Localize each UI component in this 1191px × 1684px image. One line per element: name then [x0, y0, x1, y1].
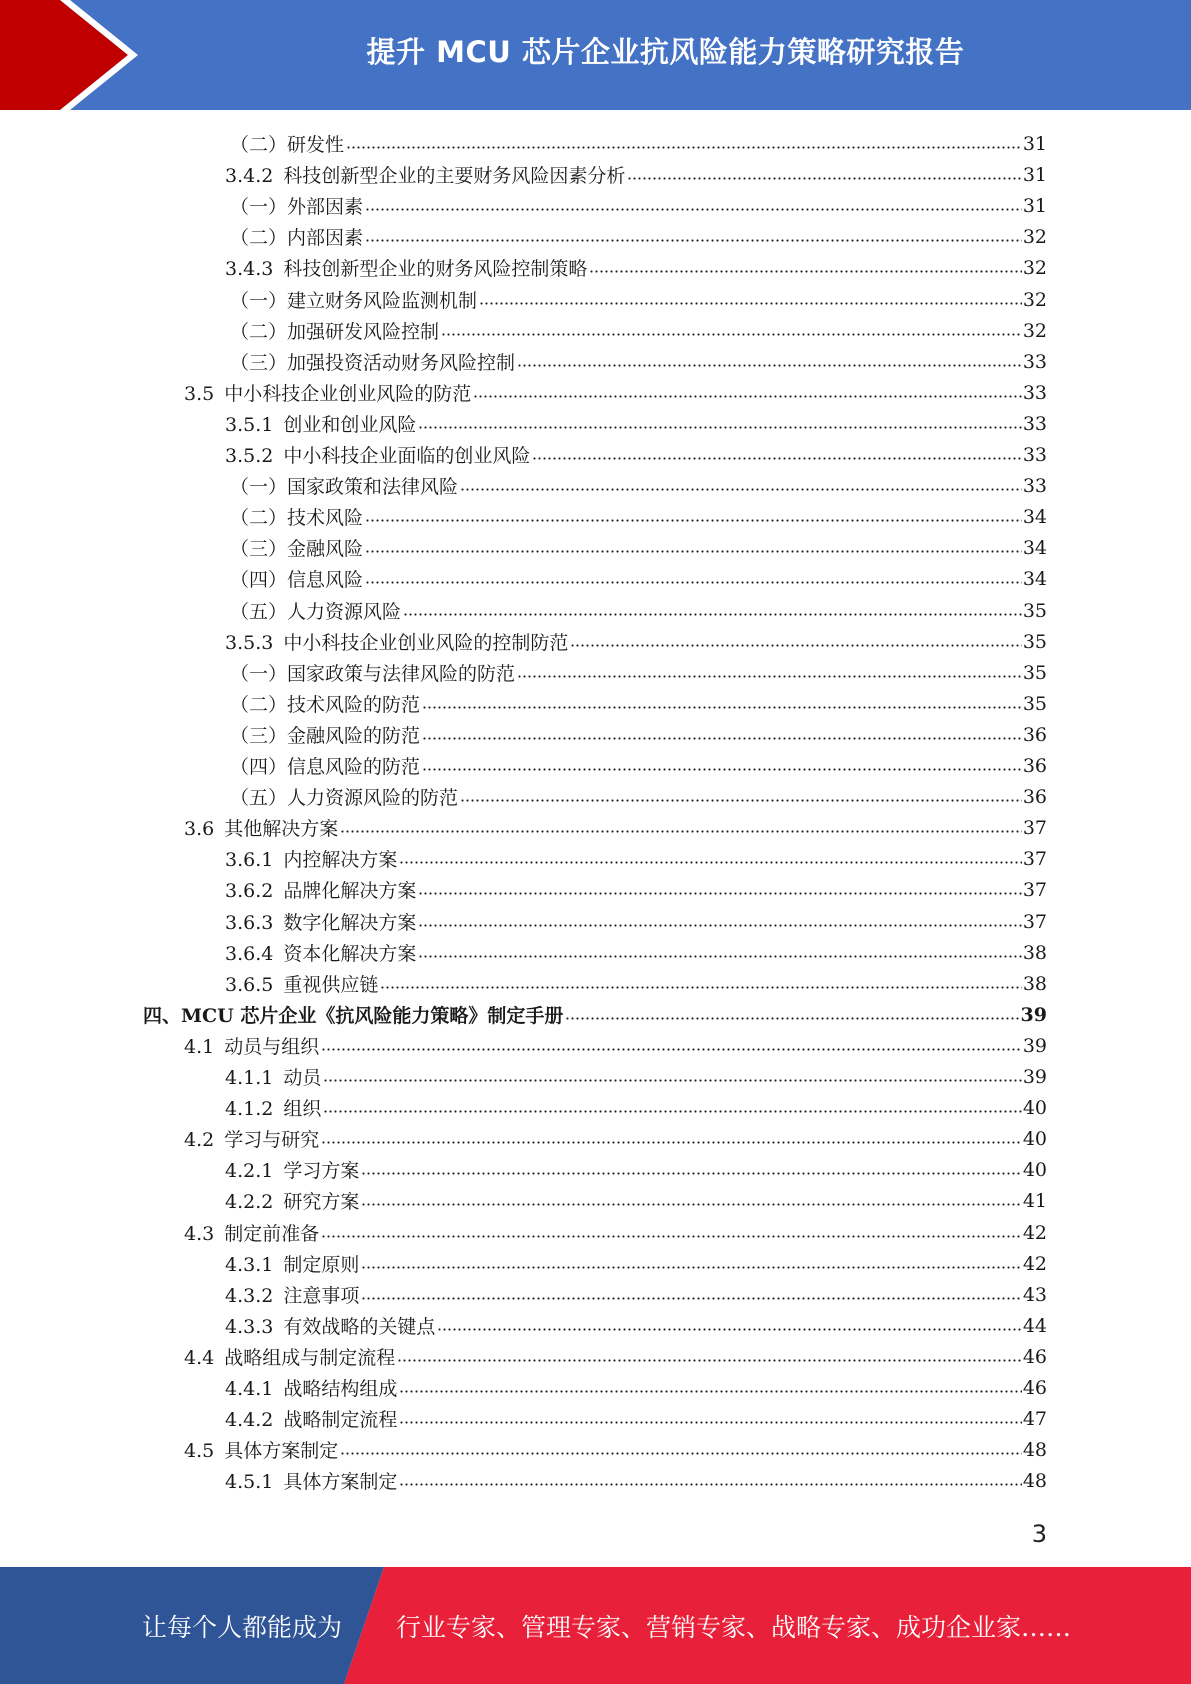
toc-dot-leader — [517, 364, 1022, 367]
toc-dot-leader — [418, 955, 1021, 958]
toc-entry[interactable] — [225, 1465, 1047, 1496]
toc-entry[interactable] — [225, 1185, 1047, 1216]
toc-entry-text: 其他解决方案 — [224, 818, 339, 840]
toc-dot-leader — [321, 1141, 1022, 1144]
toc-entry-label — [230, 752, 420, 779]
toc-entry-text: 内控解决方案 — [283, 849, 398, 871]
toc-dot-leader — [441, 333, 1022, 336]
toc-dot-leader — [422, 768, 1022, 771]
toc-entry-label — [225, 441, 530, 468]
toc-dot-leader — [399, 1390, 1021, 1393]
toc-entry-label — [225, 876, 416, 903]
toc-entry[interactable] — [230, 346, 1047, 377]
toc-entry-number: 4.3.3 — [225, 1316, 274, 1338]
toc-dot-leader — [365, 208, 1022, 211]
toc-entry[interactable] — [230, 284, 1047, 315]
toc-entry-page: 40 — [1022, 1096, 1047, 1119]
toc-entry-number: 3.5.2 — [225, 445, 274, 467]
toc-entry-label — [225, 1281, 359, 1308]
toc-dot-leader — [321, 1048, 1022, 1051]
toc-entry-text: 动员与组织 — [224, 1036, 320, 1058]
toc-entry-page: 33 — [1022, 443, 1047, 466]
toc-entry-page: 37 — [1022, 878, 1047, 901]
toc-entry-label — [184, 1219, 319, 1246]
toc-entry-number: 4.3 — [184, 1223, 215, 1245]
toc-dot-leader — [340, 1452, 1022, 1455]
toc-entry[interactable] — [230, 750, 1047, 781]
toc-entry[interactable] — [225, 937, 1047, 968]
toc-entry-page: 34 — [1022, 536, 1047, 559]
toc-entry[interactable] — [225, 906, 1047, 937]
toc-entry-page: 36 — [1022, 723, 1047, 746]
toc-entry-label — [225, 1405, 397, 1432]
toc-entry[interactable] — [225, 843, 1047, 874]
toc-entry-text: 创业和创业风险 — [283, 414, 417, 436]
toc-entry-label — [230, 317, 439, 344]
toc-entry-page: 34 — [1022, 567, 1047, 590]
toc-entry[interactable] — [225, 1279, 1047, 1310]
toc-entry-text: （五）人力资源风险的防范 — [230, 787, 459, 809]
toc-dot-leader — [399, 861, 1021, 864]
toc-entry[interactable] — [184, 377, 1047, 408]
toc-entry-text: （一）国家政策与法律风险的防范 — [230, 663, 516, 685]
toc-dot-leader — [422, 706, 1022, 709]
toc-entry[interactable] — [184, 1434, 1047, 1465]
toc-entry-page: 37 — [1022, 816, 1047, 839]
toc-dot-leader — [570, 644, 1021, 647]
header-chevron-graphic — [0, 0, 160, 110]
toc-dot-leader — [437, 1328, 1021, 1331]
toc-entry-text: （一）建立财务风险监测机制 — [230, 290, 478, 312]
toc-entry-label — [225, 254, 587, 281]
toc-dot-leader — [365, 239, 1022, 242]
toc-entry-label — [230, 223, 363, 250]
toc-entry[interactable] — [225, 1154, 1047, 1185]
toc-entry-number: 3.4.3 — [225, 258, 274, 280]
toc-entry[interactable] — [230, 563, 1047, 594]
toc-entry-text: 战略结构组成 — [283, 1378, 398, 1400]
toc-entry-label — [225, 1063, 321, 1090]
toc-dot-leader — [627, 177, 1021, 180]
toc-entry-label — [225, 410, 416, 437]
toc-entry-number: 3.4.2 — [225, 165, 274, 187]
toc-entry-text: 战略制定流程 — [283, 1409, 398, 1431]
toc-entry[interactable] — [230, 470, 1047, 501]
toc-entry-number: 4.1.1 — [225, 1067, 274, 1089]
toc-entry-text: （三）金融风险 — [230, 538, 364, 560]
toc-entry-label — [225, 1250, 359, 1277]
toc-entry-label — [230, 348, 515, 375]
toc-dot-leader — [346, 146, 1022, 149]
toc-entry-page: 31 — [1022, 194, 1047, 217]
toc-entry-page: 42 — [1022, 1252, 1047, 1275]
toc-entry[interactable] — [225, 439, 1047, 470]
toc-entry-label — [225, 161, 625, 188]
toc-entry-label — [225, 1374, 397, 1401]
toc-entry[interactable] — [225, 1248, 1047, 1279]
toc-entry-number: 3.5 — [184, 383, 215, 405]
toc-entry-label — [184, 1436, 338, 1463]
toc-entry[interactable] — [184, 1030, 1047, 1061]
toc-entry[interactable] — [225, 874, 1047, 905]
toc-entry-label — [225, 1094, 321, 1121]
toc-dot-leader — [473, 395, 1022, 398]
toc-entry-label — [225, 1312, 435, 1339]
toc-entry-page: 33 — [1022, 350, 1047, 373]
toc-entry-text: 有效战略的关键点 — [283, 1316, 436, 1338]
toc-entry-page: 35 — [1022, 630, 1047, 653]
toc-entry[interactable] — [230, 501, 1047, 532]
toc-entry-label — [230, 192, 363, 219]
toc-entry-page: 37 — [1022, 910, 1047, 933]
toc-entry-number: 3.6.4 — [225, 943, 274, 965]
toc-dot-leader — [532, 457, 1021, 460]
toc-entry[interactable] — [225, 1403, 1047, 1434]
toc-entry[interactable] — [230, 221, 1047, 252]
toc-entry-label — [184, 1125, 319, 1152]
toc-entry-text: 数字化解决方案 — [283, 912, 417, 934]
toc-entry-text: （二）内部因素 — [230, 227, 364, 249]
toc-entry-text: 品牌化解决方案 — [283, 880, 417, 902]
footer-slogan-left: 让每个人都能成为 — [142, 1612, 343, 1642]
toc-entry[interactable] — [230, 781, 1047, 812]
toc-entry-page: 46 — [1022, 1345, 1047, 1368]
toc-entry-text: （一）外部因素 — [230, 196, 364, 218]
toc-entry[interactable] — [225, 159, 1047, 190]
toc-dot-leader — [517, 675, 1022, 678]
toc-entry[interactable] — [225, 1372, 1047, 1403]
toc-entry[interactable] — [225, 968, 1047, 999]
toc-entry-text: 学习方案 — [283, 1160, 360, 1182]
toc-entry-page: 43 — [1022, 1283, 1047, 1306]
toc-entry-number: 4.5.1 — [225, 1471, 274, 1493]
toc-entry-number: 4.3.1 — [225, 1254, 274, 1276]
toc-entry-label — [184, 379, 471, 406]
toc-entry[interactable] — [225, 1310, 1047, 1341]
toc-entry-text: 中小科技企业面临的创业风险 — [283, 445, 531, 467]
toc-dot-leader — [418, 924, 1021, 927]
toc-entry-page: 40 — [1022, 1127, 1047, 1150]
toc-entry[interactable] — [184, 1341, 1047, 1372]
toc-dot-leader — [361, 1266, 1021, 1269]
toc-entry-page: 41 — [1022, 1189, 1047, 1212]
toc-entry-label — [225, 628, 568, 655]
toc-entry-label — [230, 659, 515, 686]
toc-entry[interactable] — [230, 190, 1047, 221]
toc-dot-leader — [418, 426, 1021, 429]
toc-entry-text: 学习与研究 — [224, 1129, 320, 1151]
toc-entry-text: 具体方案制定 — [283, 1471, 398, 1493]
toc-dot-leader — [361, 1203, 1021, 1206]
toc-entry[interactable] — [225, 1061, 1047, 1092]
page-footer — [0, 1567, 1191, 1684]
toc-entry-page: 35 — [1022, 599, 1047, 622]
toc-entry-text: （一）国家政策和法律风险 — [230, 476, 459, 498]
page-number: 3 — [1031, 1520, 1047, 1548]
toc-entry-page: 38 — [1022, 972, 1047, 995]
toc-entry-number: 4.1 — [184, 1036, 215, 1058]
toc-dot-leader — [340, 830, 1022, 833]
toc-entry-number: 3.6.1 — [225, 849, 274, 871]
toc-entry-number: 4.1.2 — [225, 1098, 274, 1120]
toc-entry-page: 47 — [1022, 1407, 1047, 1430]
toc-entry-page: 32 — [1022, 225, 1047, 248]
toc-entry-number: 4.2.2 — [225, 1191, 274, 1213]
toc-entry[interactable] — [225, 1092, 1047, 1123]
toc-entry-label — [143, 1001, 563, 1028]
toc-entry-label — [225, 845, 397, 872]
toc-entry-text: 制定前准备 — [224, 1223, 320, 1245]
toc-entry-label — [230, 783, 458, 810]
toc-entry-label — [225, 908, 416, 935]
toc-entry-number: 3.6.2 — [225, 880, 274, 902]
toc-dot-leader — [589, 270, 1021, 273]
toc-entry-page: 35 — [1022, 661, 1047, 684]
toc-entry-text: （二）加强研发风险控制 — [230, 321, 440, 343]
page-header — [0, 0, 1191, 110]
toc-entry-page: 34 — [1022, 505, 1047, 528]
toc-entry-text: 四、MCU 芯片企业《抗风险能力策略》制定手册 — [143, 1005, 564, 1027]
toc-entry-text: （四）信息风险 — [230, 569, 364, 591]
toc-entry-label — [225, 939, 416, 966]
toc-entry-number: 3.6.3 — [225, 912, 274, 934]
toc-entry-page: 39 — [1022, 1034, 1047, 1057]
toc-entry-text: （三）金融风险的防范 — [230, 725, 421, 747]
toc-entry-label — [230, 130, 344, 157]
toc-entry-number: 4.4.1 — [225, 1378, 274, 1400]
toc-entry-text: 组织 — [283, 1098, 322, 1120]
toc-entry-text: （四）信息风险的防范 — [230, 756, 421, 778]
toc-entry-page: 37 — [1022, 847, 1047, 870]
toc-entry-number: 4.2.1 — [225, 1160, 274, 1182]
toc-entry-text: （二）技术风险 — [230, 507, 364, 529]
toc-entry-page: 32 — [1022, 288, 1047, 311]
toc-entry[interactable] — [184, 1217, 1047, 1248]
toc-entry-label — [225, 1156, 359, 1183]
toc-entry-number: 4.2 — [184, 1129, 215, 1151]
toc-entry[interactable] — [230, 532, 1047, 563]
toc-dot-leader — [365, 519, 1022, 522]
toc-entry-page: 48 — [1022, 1469, 1047, 1492]
toc-entry-page: 46 — [1022, 1376, 1047, 1399]
toc-entry-label — [230, 286, 477, 313]
toc-entry-page: 42 — [1022, 1221, 1047, 1244]
toc-entry-page: 32 — [1022, 256, 1047, 279]
toc-entry-label — [225, 970, 378, 997]
toc-entry-page: 38 — [1022, 941, 1047, 964]
toc-dot-leader — [479, 302, 1022, 305]
toc-entry-page: 31 — [1022, 163, 1047, 186]
toc-entry-text: 注意事项 — [283, 1285, 360, 1307]
toc-entry[interactable] — [230, 657, 1047, 688]
toc-entry[interactable] — [230, 315, 1047, 346]
toc-entry-text: 科技创新型企业的主要财务风险因素分析 — [283, 165, 626, 187]
toc-entry-label — [184, 1032, 319, 1059]
toc-entry-page: 39 — [1020, 1003, 1047, 1026]
toc-entry[interactable] — [230, 128, 1047, 159]
toc-dot-leader — [565, 1017, 1019, 1020]
toc-entry[interactable] — [143, 999, 1047, 1030]
toc-entry-page: 44 — [1022, 1314, 1047, 1337]
toc-entry-label — [230, 721, 420, 748]
toc-entry-number: 3.6.5 — [225, 974, 274, 996]
toc-dot-leader — [365, 550, 1022, 553]
toc-entry-label — [184, 814, 338, 841]
toc-entry-text: 科技创新型企业的财务风险控制策略 — [283, 258, 588, 280]
toc-entry-text: 研究方案 — [283, 1191, 360, 1213]
toc-entry-page: 33 — [1022, 412, 1047, 435]
toc-entry-number: 4.5 — [184, 1440, 215, 1462]
toc-entry-label — [225, 1187, 359, 1214]
toc-dot-leader — [403, 613, 1022, 616]
toc-entry-page: 36 — [1022, 785, 1047, 808]
toc-entry-page: 36 — [1022, 754, 1047, 777]
toc-entry-label — [225, 1467, 397, 1494]
toc-entry-text: 具体方案制定 — [224, 1440, 339, 1462]
toc-entry-page: 33 — [1022, 474, 1047, 497]
toc-entry-label — [230, 690, 420, 717]
toc-entry-text: 制定原则 — [283, 1254, 360, 1276]
toc-entry[interactable] — [184, 1123, 1047, 1154]
toc-entry-number: 3.5.3 — [225, 632, 274, 654]
toc-entry-number: 3.5.1 — [225, 414, 274, 436]
toc-entry-label — [230, 534, 363, 561]
toc-entry-number: 4.4 — [184, 1347, 215, 1369]
toc-dot-leader — [365, 581, 1022, 584]
toc-entry-page: 48 — [1022, 1438, 1047, 1461]
toc-dot-leader — [422, 737, 1022, 740]
toc-entry-text: （三）加强投资活动财务风险控制 — [230, 352, 516, 374]
toc-entry-text: 中小科技企业创业风险的控制防范 — [283, 632, 569, 654]
toc-dot-leader — [460, 488, 1022, 491]
toc-entry-label — [230, 597, 401, 624]
toc-entry-text: 战略组成与制定流程 — [224, 1347, 396, 1369]
toc-entry[interactable] — [230, 719, 1047, 750]
toc-dot-leader — [323, 1110, 1021, 1113]
toc-entry-page: 35 — [1022, 692, 1047, 715]
toc-entry-page: 33 — [1022, 381, 1047, 404]
toc-entry-page: 39 — [1022, 1065, 1047, 1088]
toc-dot-leader — [361, 1297, 1021, 1300]
toc-entry-text: （二）研发性 — [230, 134, 345, 156]
footer-slogan-right: 行业专家、管理专家、营销专家、战略专家、成功企业家…… — [396, 1612, 1072, 1642]
toc-dot-leader — [460, 799, 1022, 802]
toc-dot-leader — [361, 1172, 1021, 1175]
toc-dot-leader — [321, 1235, 1022, 1238]
toc-entry-number: 4.3.2 — [225, 1285, 274, 1307]
toc-entry-text: 重视供应链 — [283, 974, 379, 996]
toc-dot-leader — [399, 1483, 1021, 1486]
toc-entry-page: 31 — [1022, 132, 1047, 155]
toc-entry[interactable] — [184, 812, 1047, 843]
toc-entry-text: 资本化解决方案 — [283, 943, 417, 965]
toc-entry-number: 4.4.2 — [225, 1409, 274, 1431]
toc-entry[interactable] — [230, 595, 1047, 626]
toc-dot-leader — [323, 1079, 1021, 1082]
toc-entry-text: 动员 — [283, 1067, 322, 1089]
toc-entry-number: 3.6 — [184, 818, 215, 840]
toc-dot-leader — [397, 1359, 1022, 1362]
toc-entry-label — [230, 472, 458, 499]
toc-entry-text: 中小科技企业创业风险的防范 — [224, 383, 472, 405]
toc-entry-page: 32 — [1022, 319, 1047, 342]
toc-dot-leader — [380, 986, 1021, 989]
toc-entry[interactable] — [225, 252, 1047, 283]
toc-entry-text: （二）技术风险的防范 — [230, 694, 421, 716]
toc-entry-label — [230, 503, 363, 530]
toc-dot-leader — [399, 1421, 1021, 1424]
toc-entry-page: 40 — [1022, 1158, 1047, 1181]
toc-entry[interactable] — [225, 408, 1047, 439]
toc-entry[interactable] — [225, 626, 1047, 657]
toc-dot-leader — [418, 892, 1021, 895]
report-title: 提升 MCU 芯片企业抗风险能力策略研究报告 — [366, 34, 965, 69]
toc-entry[interactable] — [230, 688, 1047, 719]
toc-entry-text: （五）人力资源风险 — [230, 601, 402, 623]
toc-entry-label — [230, 565, 363, 592]
toc-entry-label — [184, 1343, 395, 1370]
